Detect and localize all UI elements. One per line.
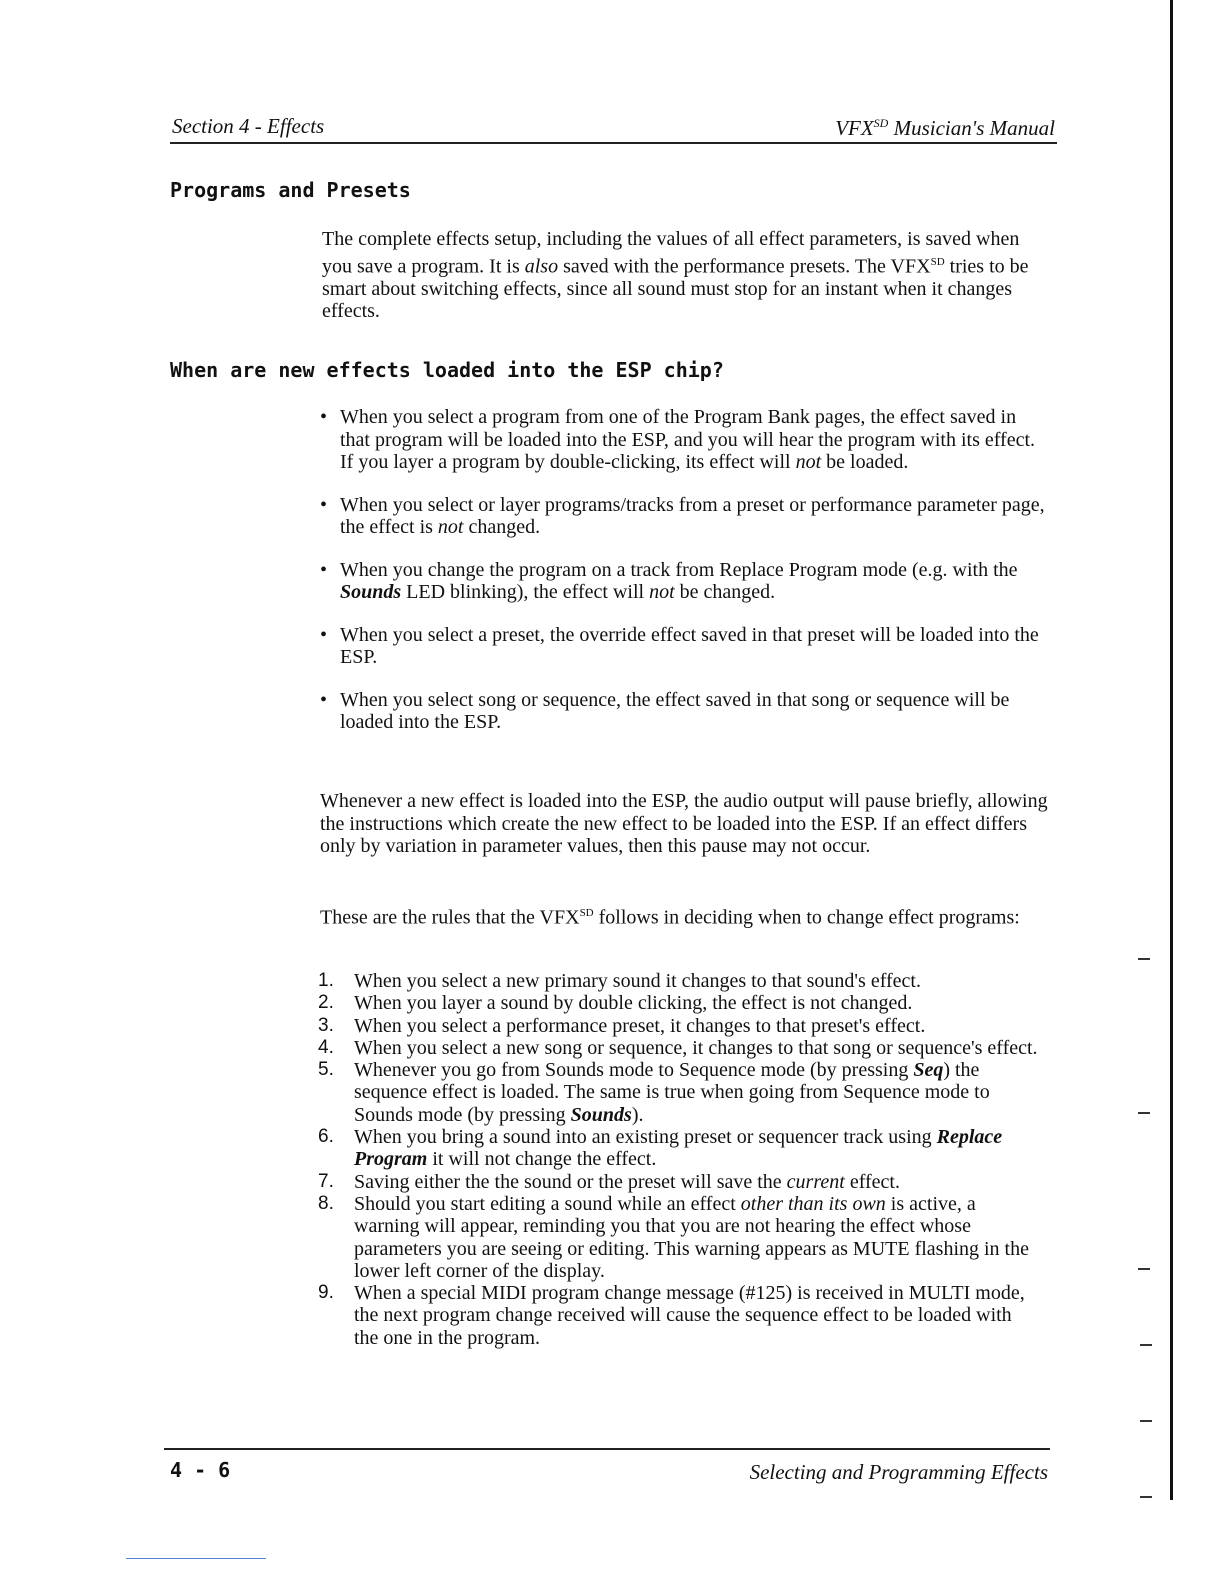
- text-emphasis: not: [795, 451, 822, 473]
- rule-number: 4.: [318, 1036, 334, 1058]
- text-emphasis: not: [437, 516, 464, 538]
- text-bold-italic: Sounds: [570, 1103, 632, 1126]
- paragraph-whenever: Whenever a new effect is loaded into the ESP, the audio output will pause briefly, allowing the instructions which create the new effect to be loaded into the ESP. If an effect differs only by variation in parameter values, then this pause may not occur.: [320, 790, 1048, 857]
- scan-margin-mark: [1138, 1268, 1150, 1270]
- bullet-marker: •: [320, 406, 328, 428]
- scan-blue-line: [126, 1558, 266, 1559]
- rule-item: [318, 1193, 1038, 1282]
- bullet-marker: •: [320, 688, 328, 711]
- scan-margin-mark: [1140, 1496, 1152, 1498]
- text-segment: The complete effects setup, including the values of all effect parameters, is saved when you save a program. It is: [322, 228, 1020, 278]
- header-manual-title: [835, 116, 1055, 141]
- rule-number: 9.: [318, 1282, 334, 1304]
- rule-number: 2.: [318, 992, 334, 1014]
- paragraph-rules-intro: [320, 902, 1055, 929]
- scan-margin-mark: [1140, 1420, 1152, 1422]
- bullet-item: [320, 494, 1050, 539]
- heading-esp-chip: When are new effects loaded into the ESP chip?: [170, 358, 724, 382]
- text-segment: follows in deciding when to change effect programs:: [593, 906, 1020, 929]
- text-segment: be loaded.: [821, 451, 909, 473]
- bullet-item: [320, 624, 1050, 669]
- text-segment: saved with the performance presets. The VFX: [558, 255, 931, 278]
- text-segment: effect.: [844, 1170, 900, 1193]
- text-segment: changed.: [463, 516, 541, 538]
- text-segment: ) the sequence effect is loaded. The same is true when going from Sequence mode to Sounds mode (by pressing: [354, 1059, 990, 1126]
- bullet-list: [320, 406, 1050, 754]
- rule-number: 6.: [318, 1126, 334, 1148]
- rule-number: 5.: [318, 1059, 334, 1081]
- text-segment: Should you start editing a sound while an effect: [354, 1192, 741, 1215]
- scan-edge-bar: [1170, 0, 1173, 1500]
- rule-item: [318, 1015, 1038, 1037]
- bullet-marker: •: [320, 623, 328, 646]
- text-segment: is active, a warning will appear, reminding you that you are not hearing the effect whose parameters you are seeing or editing. This warning appears as MUTE flashing in the lower left corner of the display.: [354, 1192, 1029, 1282]
- text-emphasis: current: [786, 1170, 845, 1193]
- text-segment: tries to be smart about switching effects, since all sound must stop for an instant when it changes effects.: [322, 255, 1029, 323]
- rule-number: 3.: [318, 1014, 334, 1036]
- text-segment: When you select a new song or sequence, it changes to that song or sequence's effect.: [354, 1036, 1038, 1059]
- text-superscript: SD: [579, 907, 594, 919]
- heading-programs-presets: Programs and Presets: [170, 178, 411, 202]
- header-section-title: Section 4 - Effects: [172, 114, 325, 138]
- rule-number: 8.: [318, 1192, 334, 1214]
- header-manual-prefix: VFX: [835, 116, 874, 140]
- text-bold-italic: Seq: [913, 1059, 944, 1082]
- rule-number: 7.: [318, 1170, 334, 1192]
- header-manual-suffix: Musician's Manual: [888, 116, 1055, 140]
- text-segment: These are the rules that the VFX: [320, 906, 580, 929]
- footer-divider: [164, 1448, 1050, 1450]
- rule-item: [318, 970, 1038, 992]
- rule-item: [318, 992, 1038, 1014]
- text-segment: ).: [631, 1103, 644, 1126]
- rules-list: [318, 970, 1038, 1349]
- bullet-marker: •: [320, 493, 328, 516]
- scan-margin-mark: [1138, 958, 1150, 960]
- text-superscript: SD: [930, 255, 945, 268]
- text-emphasis: also: [524, 255, 559, 278]
- rule-item: [318, 1059, 1038, 1126]
- text-bold-italic: Replace Program: [354, 1126, 1003, 1171]
- bullet-item: [320, 689, 1050, 734]
- text-segment: LED blinking), the effect will: [401, 581, 650, 603]
- rule-item: [318, 1171, 1038, 1193]
- text-segment: When you change the program on a track from Replace Program mode (e.g. with the: [340, 558, 1018, 581]
- text-segment: be changed.: [674, 581, 776, 603]
- text-segment: it will not change the effect.: [427, 1148, 657, 1171]
- bullet-marker: •: [320, 558, 328, 581]
- header-manual-sup: SD: [873, 116, 889, 130]
- text-segment: When you select a new primary sound it changes to that sound's effect.: [354, 970, 921, 992]
- rule-number: 1.: [318, 970, 334, 991]
- scan-margin-mark: [1138, 1112, 1150, 1114]
- page-number: 4 - 6: [170, 1458, 231, 1482]
- text-bold-italic: Sounds: [340, 581, 402, 603]
- paragraph-programs-presets: [322, 228, 1052, 323]
- rule-item: [318, 1037, 1038, 1059]
- bullet-item: [320, 406, 1050, 474]
- text-segment: When you layer a sound by double clicking, the effect is not changed.: [354, 992, 913, 1015]
- text-segment: When a special MIDI program change message (#125) is received in MULTI mode, the next program change received will cause the sequence effect to be loaded with the one in the program.: [354, 1282, 1025, 1349]
- footer-chapter-title: Selecting and Programming Effects: [749, 1460, 1048, 1484]
- text-emphasis: not: [649, 581, 675, 603]
- text-segment: When you select or layer programs/tracks from a preset or performance parameter page, the effect is: [340, 493, 1045, 538]
- text-emphasis: other than its own: [740, 1192, 886, 1215]
- text-segment: When you select a program from one of the Program Bank pages, the effect saved in that program will be loaded into the ESP, and you will hear the program with its effect. If you layer a program by double-clicking, its effect will: [340, 406, 1036, 473]
- text-segment: When you select a preset, the override effect saved in that preset will be loaded into the ESP.: [340, 623, 1039, 668]
- text-segment: Whenever you go from Sounds mode to Sequence mode (by pressing: [354, 1059, 914, 1082]
- page-header: [170, 112, 1057, 144]
- scan-margin-mark: [1140, 1344, 1152, 1346]
- text-segment: Saving either the the sound or the preset will save the: [354, 1170, 787, 1193]
- rule-item: [318, 1126, 1038, 1171]
- text-segment: When you select a performance preset, it changes to that preset's effect.: [354, 1014, 926, 1037]
- text-segment: When you select song or sequence, the effect saved in that song or sequence will be loaded into the ESP.: [340, 688, 1010, 733]
- rule-item: [318, 1282, 1038, 1349]
- bullet-item: [320, 559, 1050, 604]
- text-segment: When you bring a sound into an existing preset or sequencer track using: [354, 1126, 937, 1149]
